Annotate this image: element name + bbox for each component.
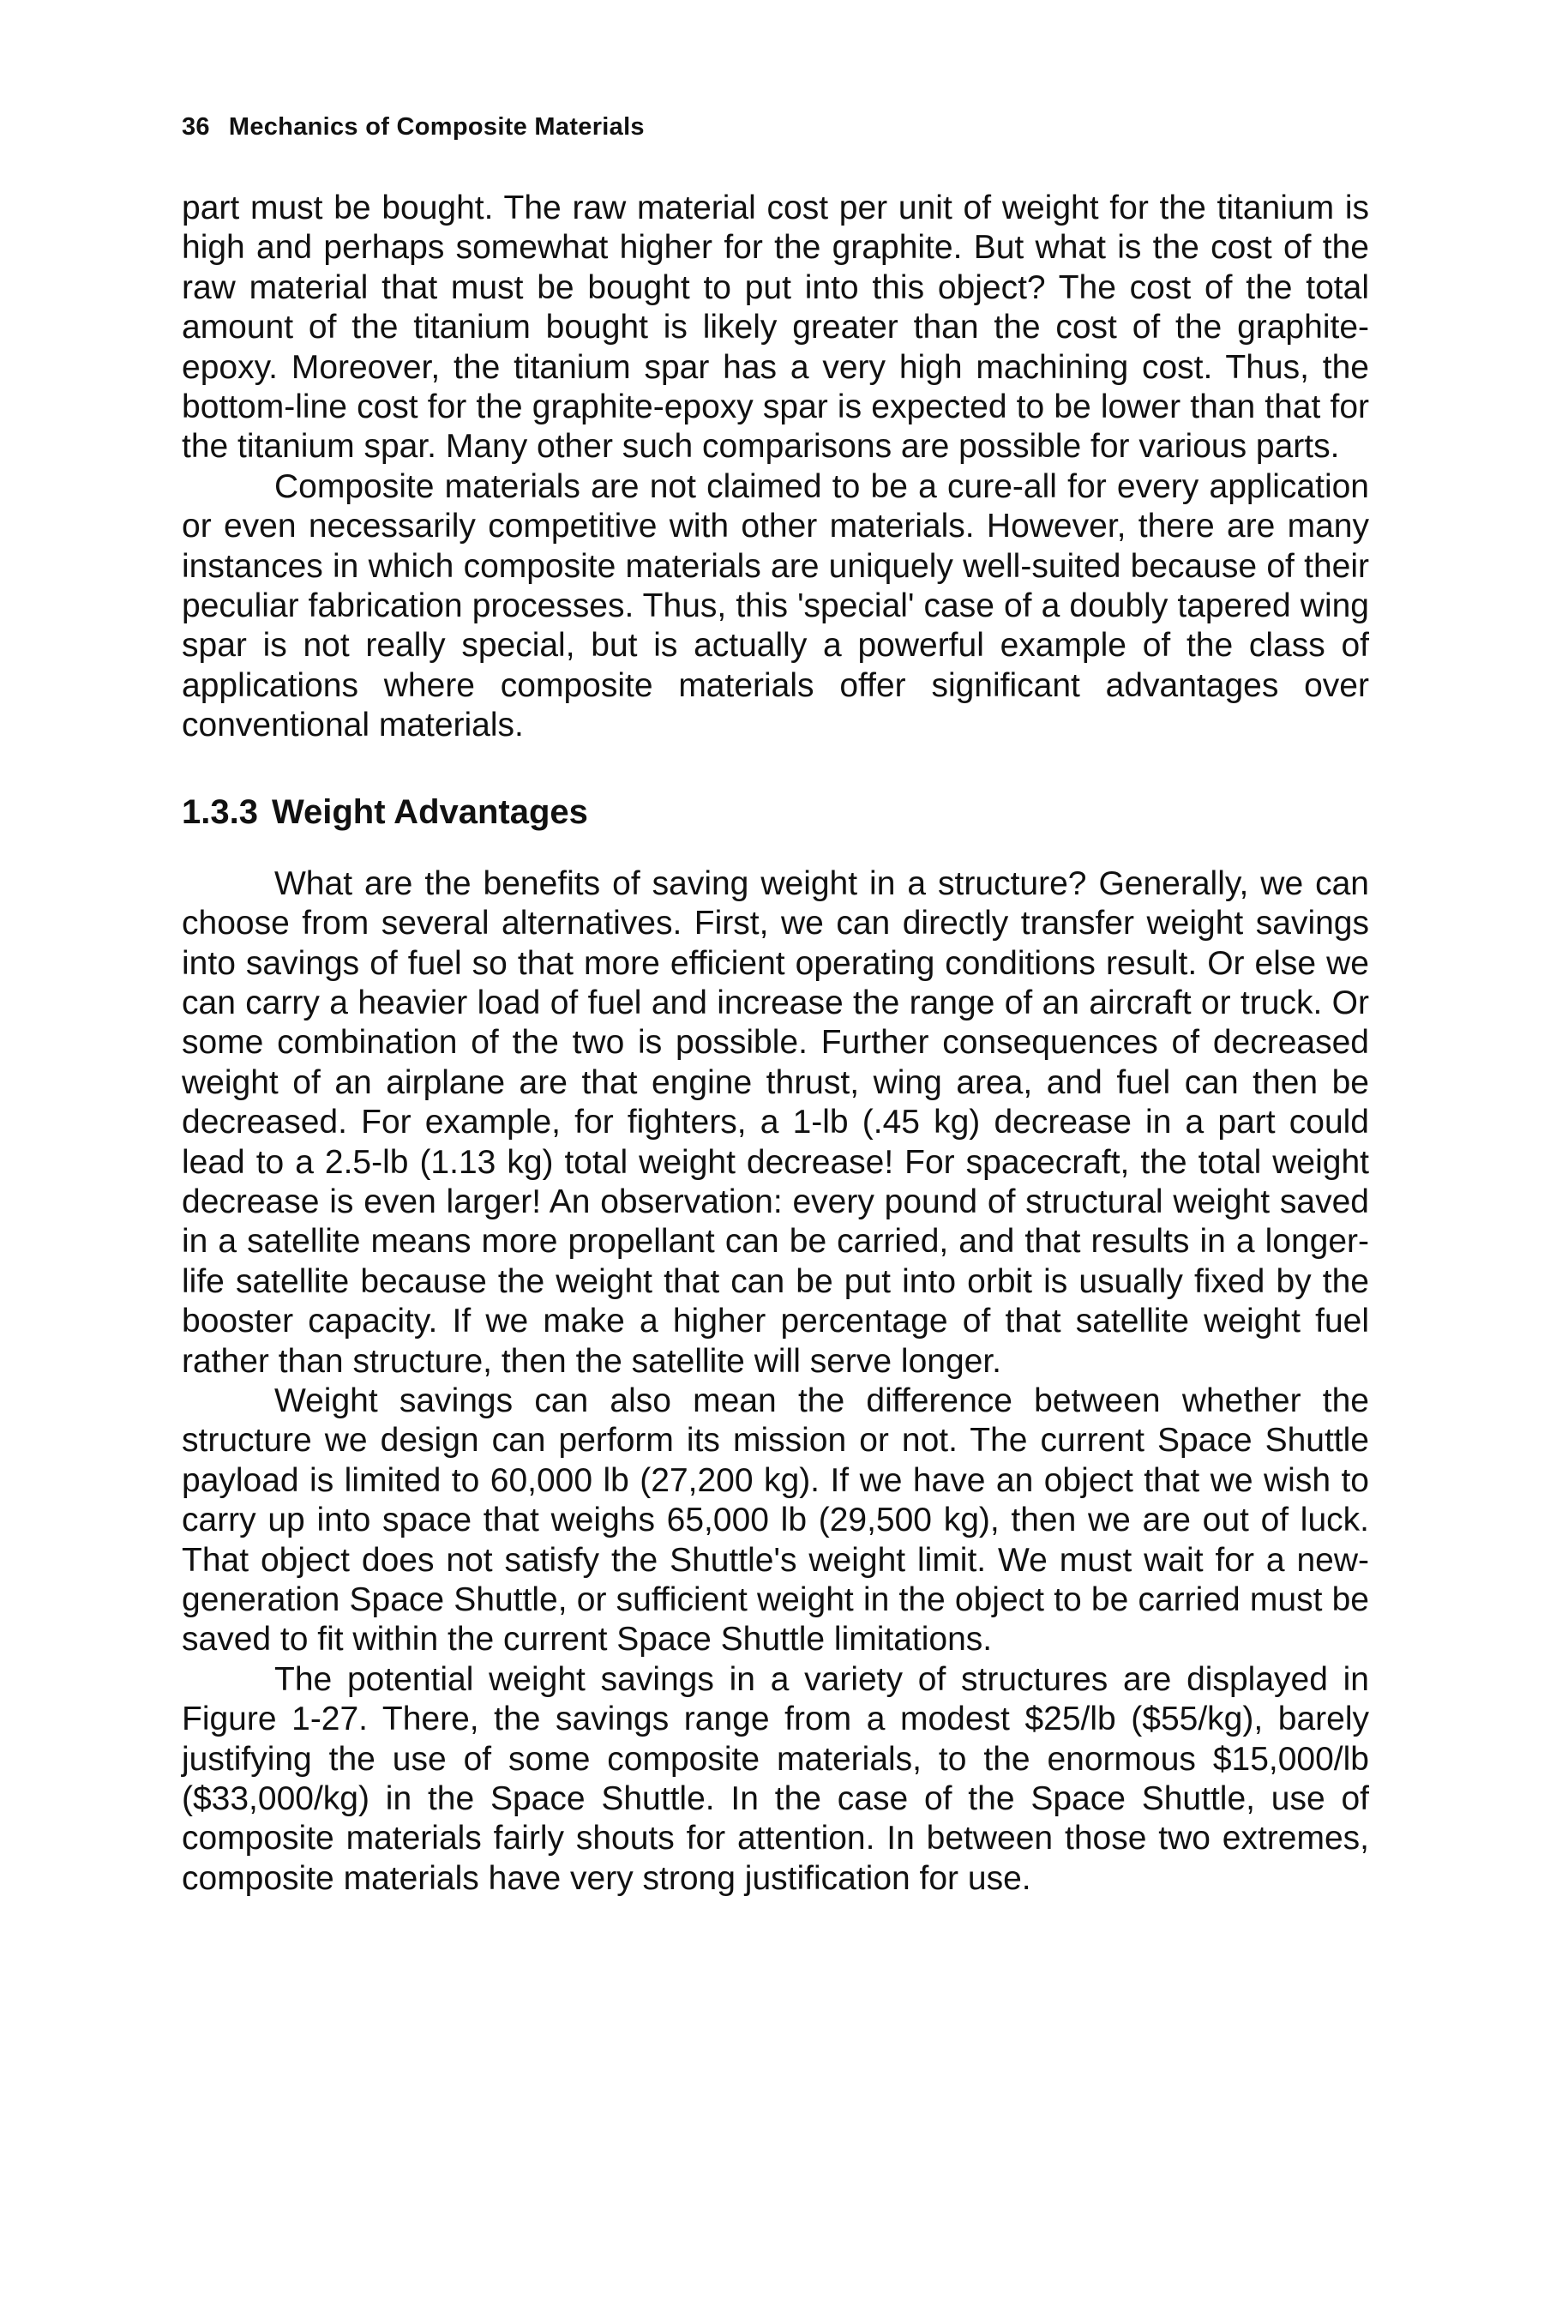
section-number: 1.3.3	[182, 792, 258, 831]
book-page	[182, 110, 1369, 1899]
section-title: Weight Advantages	[271, 792, 588, 831]
paragraph-mission-weight: Weight savings can also mean the difference between whether the structure we design can perform its mission or not. The current Space Shuttle payload is limited to 60,000 lb (27,200 kg). If we have an object that we wish to carry up into space that weighs 65,000 lb (29,500 kg), then we are out of luck. That object does not satisfy the Shuttle's weight limit. We must wait for a new-generation Space Shuttle, or sufficient weight in the object to be carried must be saved to fit within the current Space Shuttle limitations.	[182, 1382, 1369, 1659]
paragraph-potential-savings: The potential weight savings in a variety of structures are displayed in Figure 1-27. There, the savings range from a modest $25/lb ($55/kg), barely justifying the use of some composite materials, to the enormous $15,000/lb ($33,000/kg) in the Space Shuttle. In the case of the Space Shuttle, use of composite materials fairly shouts for attention. In between those two extremes, composite materials have very strong justification for use.	[182, 1660, 1369, 1897]
paragraph-composite-cure-all: Composite materials are not claimed to be a cure-all for every application or even necessarily competitive with other materials. However, there are many instances in which composite materials are uniquely well-suited because of their peculiar fabrication processes. Thus, this 'special' case of a doubly tapered wing spar is not really special, but is actually a powerful example of the class of applications where composite materials offer significant advantages over conventional materials.	[182, 467, 1369, 744]
paragraph-cost-continuation: part must be bought. The raw material cost per unit of weight for the titanium is high and perhaps somewhat higher for the graphite. But what is the cost of the raw material that must be bought to put into this object? The cost of the total amount of the titanium bought is likely greater than the cost of the graphite-epoxy. Moreover, the titanium spar has a very high machining cost. Thus, the bottom-line cost for the graphite-epoxy spar is expected to be lower than that for the titanium spar. Many other such comparisons are possible for various parts.	[182, 190, 1369, 466]
section-heading	[182, 791, 1369, 834]
page-number: 36	[182, 113, 210, 141]
running-header	[182, 110, 1369, 144]
paragraph-weight-benefits: What are the benefits of saving weight in a structure? Generally, we can choose from several alternatives. First, we can directly transfer weight savings into savings of fuel so that more efficient operating conditions result. Or else we can carry a heavier load of fuel and increase the range of an aircraft or truck. Or some combination of the two is possible. Further consequences of decreased weight of an airplane are that engine thrust, wing area, and fuel can then be decreased. For example, for fighters, a 1-lb (.45 kg) decrease in a part could lead to a 2.5-lb (1.13 kg) total weight decrease! For spacecraft, the total weight decrease is even larger! An observation: every pound of structural weight saved in a satellite means more propellant can be carried, and that results in a longer-life satellite because the weight that can be put into orbit is usually fixed by the booster capacity. If we make a higher percentage of that satellite weight fuel rather than structure, then the satellite will serve longer.	[182, 864, 1369, 1380]
book-title: Mechanics of Composite Materials	[228, 113, 645, 141]
